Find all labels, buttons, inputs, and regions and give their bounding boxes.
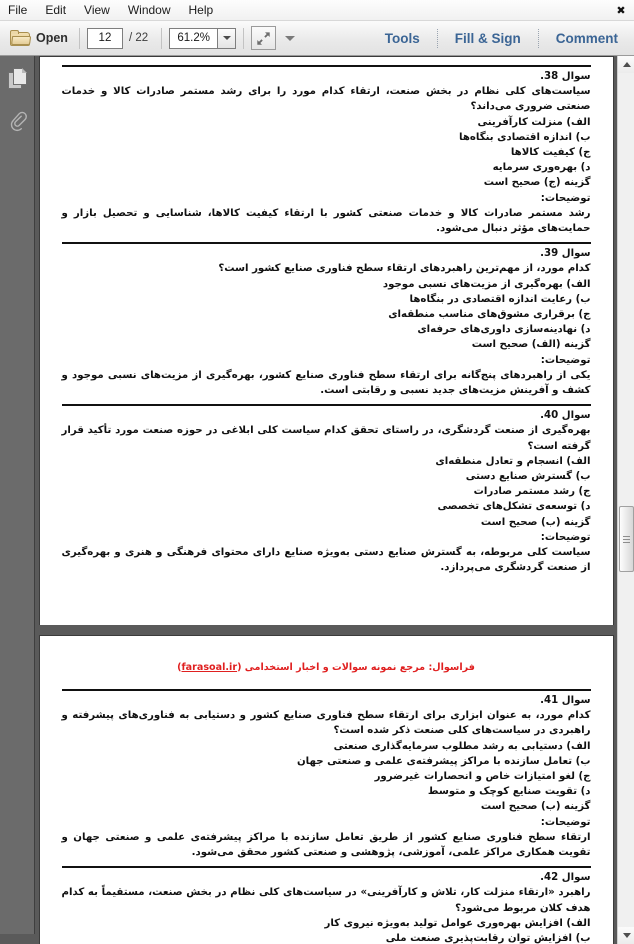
menu-item-edit[interactable]: Edit: [45, 2, 67, 17]
fill-and-sign-button[interactable]: Fill & Sign: [454, 30, 521, 46]
page-content: [40, 681, 613, 944]
watermark-text: فراسوال: مرجع نمونه سوالات و اخبار استخدامی (: [237, 662, 475, 673]
menu-bar: [0, 0, 634, 21]
question-number: سوال 40.: [540, 410, 591, 422]
vertical-scrollbar[interactable]: [617, 56, 634, 944]
scroll-down-button[interactable]: [618, 927, 634, 944]
question-number: سوال 39.: [540, 248, 591, 260]
question-divider: [62, 242, 591, 244]
toolbar: [0, 21, 634, 56]
open-button-label: Open: [36, 31, 68, 45]
question-option: ج) لغو امتیازات خاص و انحصارات غیرضرور: [374, 771, 591, 783]
fit-arrows-icon: [256, 31, 271, 46]
page-separator: [35, 625, 617, 635]
page-content: [40, 57, 613, 576]
zoom-input[interactable]: 61.2%: [169, 28, 217, 49]
chevron-down-icon: [623, 933, 631, 938]
tools-button[interactable]: Tools: [384, 30, 420, 46]
toolbar-divider-5: [538, 29, 539, 48]
toolbar-divider-2: [161, 28, 162, 49]
comment-button[interactable]: Comment: [555, 30, 618, 46]
explanation-text: رشد مستمر صادرات کالا و خدمات صنعتی کشور با ارتقاء کیفیت کالاها، شناسایی و تحصیل بازار و حمایت‌های مؤثر دنبال می‌شود.: [61, 207, 591, 235]
zoom-control[interactable]: [169, 28, 236, 49]
page-thumbnails-icon: [8, 68, 27, 89]
question-divider: [62, 866, 591, 868]
question-option: الف) منزلت کارآفرینی: [477, 116, 591, 128]
question-number: سوال 41.: [540, 695, 591, 706]
question-prompt: کدام مورد، به عنوان ابزاری برای ارتقاء سطح فناوری صنایع کشور و دستیابی به فناوری‌های پیشرفته و راهبردی در سیاست‌های کلی صنعت ذکر شده است؟: [61, 710, 591, 737]
question-answer: گزینه (ج) صحیح است: [483, 177, 591, 189]
navigation-rail: [0, 56, 35, 944]
open-button[interactable]: [6, 28, 72, 48]
chevron-up-icon: [623, 62, 631, 67]
explanation-text: ارتقاء سطح فناوری صنایع کشور از طریق تعامل سازنده با مراکز پیشرفته‌ی علمی و صنعتی جهان و تقویت همکاری مراکز علمی، آموزشی، پژوهشی و صنعتی کشور محقق می‌شود.: [61, 831, 591, 859]
question-option: د) تقویت صنایع کوچک و متوسط: [427, 786, 591, 798]
question-option: ب) گسترش صنایع دستی: [465, 471, 591, 483]
scrollbar-thumb[interactable]: [619, 506, 634, 572]
menu-item-view[interactable]: View: [84, 2, 110, 17]
question-option: ج) رشد مستمر صادرات: [473, 486, 591, 498]
zoom-dropdown-button[interactable]: [217, 28, 236, 49]
question-divider: [62, 404, 591, 406]
question-answer: گزینه (الف) صحیح است: [471, 339, 591, 351]
question-prompt: کدام مورد، از مهم‌ترین راهبردهای ارتقاء سطح فناوری صنایع کشور است؟: [218, 263, 591, 275]
question-option: ج) برقراری مشوق‌های مناسب منطقه‌ای: [388, 309, 591, 321]
pdf-page: [39, 635, 614, 944]
question-option: الف) افزایش بهره‌وری عوامل تولید به‌ویژه نیروی کار: [324, 917, 591, 929]
watermark-link[interactable]: farasoal.ir: [181, 662, 238, 673]
explanation-label: توضیحات:: [540, 354, 591, 366]
scroll-up-button[interactable]: [618, 56, 634, 73]
question-option: د) توسعه‌ی تشکل‌های تخصصی: [437, 501, 591, 513]
question-divider: [62, 65, 591, 67]
menu-item-help[interactable]: Help: [188, 2, 214, 17]
question-option: ب) تعامل سازنده با مراکز پیشرفته‌ی علمی و صنعتی جهان: [296, 755, 591, 767]
explanation-label: توضیحات:: [540, 816, 591, 828]
question-prompt: راهبرد «ارتقاء منزلت کار، تلاش و کارآفرینی» در سیاست‌های کلی نظام در بخش صنعت، مستقیماً به کدام هدف کلان مربوط می‌شود؟: [61, 887, 591, 914]
question-option: د) بهره‌وری سرمایه: [492, 162, 591, 174]
question-option: ب) افزایش توان رقابت‌پذیری صنعت ملی: [385, 933, 591, 944]
question-prompt: بهره‌گیری از صنعت گردشگری، در راستای تحقق کدام سیاست کلی ابلاغی در حوزه صنعت مورد تأکید قرار گرفته است؟: [61, 425, 591, 452]
question-option: ج) کیفیت کالاها: [510, 147, 591, 159]
toolbar-divider-4: [437, 29, 438, 48]
question-number: سوال 38.: [540, 71, 591, 82]
toolbar-right-group: [375, 29, 628, 48]
explanation-label: توضیحات:: [540, 192, 591, 204]
question-option: الف) دستیابی به رشد مطلوب سرمایه‌گذاری صنعتی: [333, 740, 591, 752]
chevron-down-icon: [223, 36, 231, 40]
question-prompt: سیاست‌های کلی نظام در بخش صنعت، ارتقاء کدام مورد را برای رشد مستمر صادرات کالا و خدمات صنعتی ضروری می‌داند؟: [61, 86, 591, 113]
paperclip-icon: [8, 111, 28, 133]
question-answer: گزینه (ب) صحیح است: [480, 801, 591, 813]
explanation-text: سیاست کلی مربوطه، به گسترش صنایع دستی به‌ویژه صنایع دارای محتوای فرهنگی و هنری و بهره‌گیری از صنعت گردشگری می‌پردازد.: [61, 547, 591, 574]
pdf-page: [39, 56, 614, 625]
watermark-tail: ): [177, 662, 182, 673]
document-viewer[interactable]: [35, 56, 617, 944]
question-option: ب) اندازه اقتصادی بنگاه‌ها: [459, 131, 591, 143]
source-watermark: [40, 636, 613, 681]
question-option: د) نهادینه‌سازی داوری‌های حرفه‌ای: [417, 324, 591, 336]
folder-open-icon: [10, 30, 30, 46]
toolbar-divider-1: [79, 28, 80, 49]
explanation-label: توضیحات:: [540, 531, 591, 543]
question-divider: [62, 689, 591, 691]
scrollbar-grip-icon: [623, 534, 630, 545]
page-total-label: / 22: [128, 32, 149, 44]
menu-item-file[interactable]: File: [8, 2, 28, 17]
rail-bottom-strip: [0, 934, 35, 944]
view-options-chevron-icon[interactable]: [285, 36, 295, 41]
question-answer: گزینه (ب) صحیح است: [480, 516, 591, 528]
page-number-input[interactable]: 12: [87, 28, 123, 49]
page-thumbnails-button[interactable]: [0, 56, 35, 100]
question-option: ب) رعایت اندازه اقتصادی در بنگاه‌ها: [409, 293, 591, 305]
explanation-text: یکی از راهبردهای پنج‌گانه برای ارتقاء سطح فناوری صنایع کشور، بهره‌گیری از مزیت‌های نسبی موجود و کشف و آفرینش مزیت‌های جدید نسبی و رقابتی است.: [61, 369, 591, 397]
attachments-button[interactable]: [0, 100, 35, 144]
question-option: الف) بهره‌گیری از مزیت‌های نسبی موجود: [382, 278, 591, 290]
question-option: الف) انسجام و تعادل منطقه‌ای: [435, 455, 591, 467]
menu-item-window[interactable]: Window: [127, 2, 171, 17]
question-number: سوال 42.: [540, 872, 591, 884]
fit-page-button[interactable]: [251, 26, 276, 50]
toolbar-divider-3: [243, 28, 244, 49]
close-icon[interactable]: ✖: [616, 4, 626, 17]
